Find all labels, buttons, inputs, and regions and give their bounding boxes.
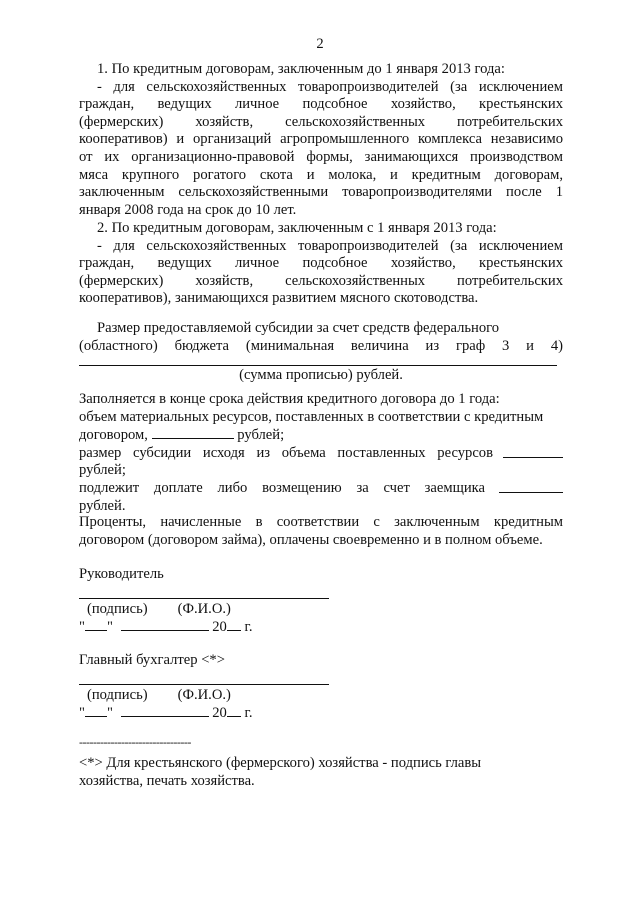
subsidy-amount-caption: (сумма прописью) рублей.: [239, 367, 403, 384]
head-sign-label: (подпись): [87, 600, 148, 617]
footnote-separator: --------------------------------: [79, 735, 191, 749]
fill-volume-line-2: [79, 426, 563, 445]
section-2-heading: 2. По кредитным договорам, заключенным с 1 января 2013 года:: [97, 220, 497, 236]
year-suffix: г.: [244, 619, 253, 636]
accountant-name-label: (Ф.И.О.): [177, 686, 231, 703]
fill-block: [79, 391, 563, 515]
head-day-field[interactable]: [85, 618, 107, 631]
accountant-sign-label: (подпись): [87, 686, 148, 703]
volume-amount-field[interactable]: [152, 426, 234, 439]
head-name-label: (Ф.И.О.): [177, 600, 231, 617]
section-1-line: мяса крупного рогатого скота и молока, и кредитным договорам,: [79, 166, 563, 183]
date-quote: ": [79, 619, 85, 636]
accountant-signature-block: [79, 652, 379, 723]
section-1-heading: 1. По кредитным договорам, заключенным до 1 января 2013 года:: [97, 61, 505, 77]
head-month-field[interactable]: [121, 618, 209, 631]
date-quote: ": [79, 705, 85, 722]
fill-volume-prefix: договором,: [79, 427, 148, 444]
subsidy-line-2: (областного) бюджета (минимальная величина из граф 3 и 4): [79, 337, 563, 354]
date-quote: ": [106, 619, 113, 636]
section-1-line: кооперативов) и организаций агропромышленного комплекса независимо: [79, 131, 563, 148]
head-year-field[interactable]: [227, 618, 241, 631]
subsidy-size-field[interactable]: [503, 445, 563, 458]
accountant-year-label: 20: [212, 705, 227, 722]
footnote-block: [79, 735, 563, 790]
fill-size-line-1: [79, 445, 563, 463]
accountant-title: Главный бухгалтер <*>: [79, 652, 225, 668]
footnote-line-2: хозяйства, печать хозяйства.: [79, 772, 255, 789]
section-1-line: граждан, ведущих личное подсобное хозяйство, крестьянских: [79, 96, 563, 113]
section-2-line: (фермерских) хозяйств, сельскохозяйственных потребительских: [79, 272, 563, 289]
accountant-date: [79, 704, 379, 723]
section-1-line: - для сельскохозяйственных товаропроизводителей (за исключением: [97, 78, 563, 95]
subsidy-amount-line[interactable]: [79, 365, 557, 366]
section-1: [79, 61, 563, 219]
accountant-day-field[interactable]: [85, 704, 107, 717]
section-1-line: января 2008 года на срок до 10 лет.: [79, 201, 297, 218]
date-quote: ": [106, 705, 113, 722]
fill-intro: Заполняется в конце срока действия кредитного договора до 1 года:: [79, 391, 500, 407]
fill-size-line-2: рублей;: [79, 462, 126, 479]
fill-size-text: размер субсидии исходя из объема поставленных ресурсов: [79, 444, 493, 461]
accountant-signature-line[interactable]: [79, 684, 329, 685]
fill-volume-suffix: рублей;: [237, 427, 285, 444]
subsidy-line-1: Размер предоставляемой субсидии за счет средств федерального: [97, 320, 500, 336]
section-2: [79, 220, 563, 308]
interest-line-1: Проценты, начисленные в соответствии с заключенным кредитным: [79, 514, 563, 530]
accountant-month-field[interactable]: [121, 704, 209, 717]
fill-pay-line-1: [79, 480, 563, 498]
head-title: Руководитель: [79, 566, 164, 582]
fill-pay-line-2: рублей.: [79, 497, 126, 514]
section-1-line: от их организационно-правовой формы, занимающихся производством: [79, 148, 563, 165]
footnote-line-1: <*> Для крестьянского (фермерского) хозяйства - подпись главы: [79, 755, 482, 771]
head-labels: [79, 601, 379, 619]
section-2-line: граждан, ведущих личное подсобное хозяйство, крестьянских: [79, 255, 563, 272]
section-2-line: кооперативов), занимающихся развитием мясного скотоводства.: [79, 290, 479, 307]
interest-block: [79, 514, 563, 549]
page-number: 2: [316, 36, 324, 52]
accountant-labels: [79, 687, 379, 705]
pay-amount-field[interactable]: [499, 480, 563, 493]
section-1-line: (фермерских) хозяйств, сельскохозяйственных потребительских: [79, 113, 563, 130]
year-suffix: г.: [244, 705, 253, 722]
subsidy-block: [79, 320, 563, 385]
head-date: [79, 618, 379, 637]
accountant-year-field[interactable]: [227, 704, 241, 717]
head-signature-block: [79, 566, 379, 637]
head-year-label: 20: [212, 619, 227, 636]
section-1-line: заключенным сельскохозяйственными товаропроизводителями после 1: [79, 184, 563, 201]
interest-line-2: договором (договором займа), оплачены своевременно и в полном объеме.: [79, 531, 543, 548]
fill-volume-line-1: объем материальных ресурсов, поставленных в соответствии с кредитным: [79, 408, 544, 425]
section-2-line: - для сельскохозяйственных товаропроизводителей (за исключением: [97, 237, 563, 254]
fill-pay-text: подлежит доплате либо возмещению за счет заемщика: [79, 479, 485, 496]
head-signature-line[interactable]: [79, 598, 329, 599]
